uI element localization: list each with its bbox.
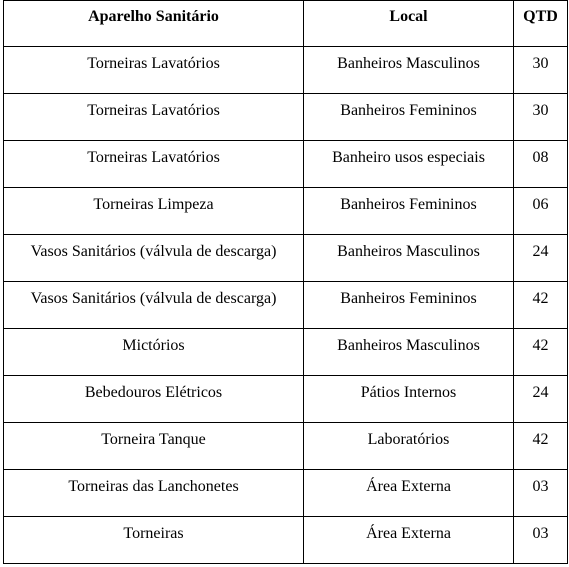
table-row [4, 423, 568, 470]
cell-fixture: Vasos Sanitários (válvula de descarga) [4, 282, 304, 329]
table-row [4, 517, 568, 564]
cell-location: Banheiros Masculinos [304, 235, 514, 282]
cell-location: Banheiros Masculinos [304, 47, 514, 94]
cell-fixture: Torneiras Lavatórios [4, 141, 304, 188]
column-header-fixture: Aparelho Sanitário [4, 1, 304, 47]
cell-quantity: 08 [514, 141, 568, 188]
cell-quantity: 03 [514, 470, 568, 517]
table-row [4, 235, 568, 282]
cell-location: Banheiro usos especiais [304, 141, 514, 188]
cell-fixture: Torneiras Limpeza [4, 188, 304, 235]
cell-quantity: 42 [514, 329, 568, 376]
table-row [4, 282, 568, 329]
cell-quantity: 30 [514, 47, 568, 94]
cell-location: Área Externa [304, 517, 514, 564]
cell-fixture: Vasos Sanitários (válvula de descarga) [4, 235, 304, 282]
cell-quantity: 06 [514, 188, 568, 235]
cell-fixture: Mictórios [4, 329, 304, 376]
table-row [4, 47, 568, 94]
cell-quantity: 42 [514, 282, 568, 329]
cell-location: Pátios Internos [304, 376, 514, 423]
table-row [4, 329, 568, 376]
cell-location: Banheiros Femininos [304, 188, 514, 235]
cell-quantity: 42 [514, 423, 568, 470]
sanitary-fixtures-table [3, 0, 568, 564]
cell-fixture: Torneiras das Lanchonetes [4, 470, 304, 517]
cell-location: Banheiros Femininos [304, 282, 514, 329]
cell-location: Banheiros Femininos [304, 94, 514, 141]
cell-quantity: 24 [514, 376, 568, 423]
cell-quantity: 30 [514, 94, 568, 141]
cell-fixture: Torneiras Lavatórios [4, 94, 304, 141]
table-row [4, 376, 568, 423]
cell-location: Banheiros Masculinos [304, 329, 514, 376]
cell-location: Laboratórios [304, 423, 514, 470]
column-header-quantity: QTD [514, 1, 568, 47]
cell-location: Área Externa [304, 470, 514, 517]
cell-quantity: 24 [514, 235, 568, 282]
table-row [4, 470, 568, 517]
table-row [4, 188, 568, 235]
cell-quantity: 03 [514, 517, 568, 564]
table-header-row [4, 1, 568, 47]
table-row [4, 141, 568, 188]
column-header-location: Local [304, 1, 514, 47]
cell-fixture: Torneiras Lavatórios [4, 47, 304, 94]
cell-fixture: Torneira Tanque [4, 423, 304, 470]
cell-fixture: Bebedouros Elétricos [4, 376, 304, 423]
cell-fixture: Torneiras [4, 517, 304, 564]
table-row [4, 94, 568, 141]
